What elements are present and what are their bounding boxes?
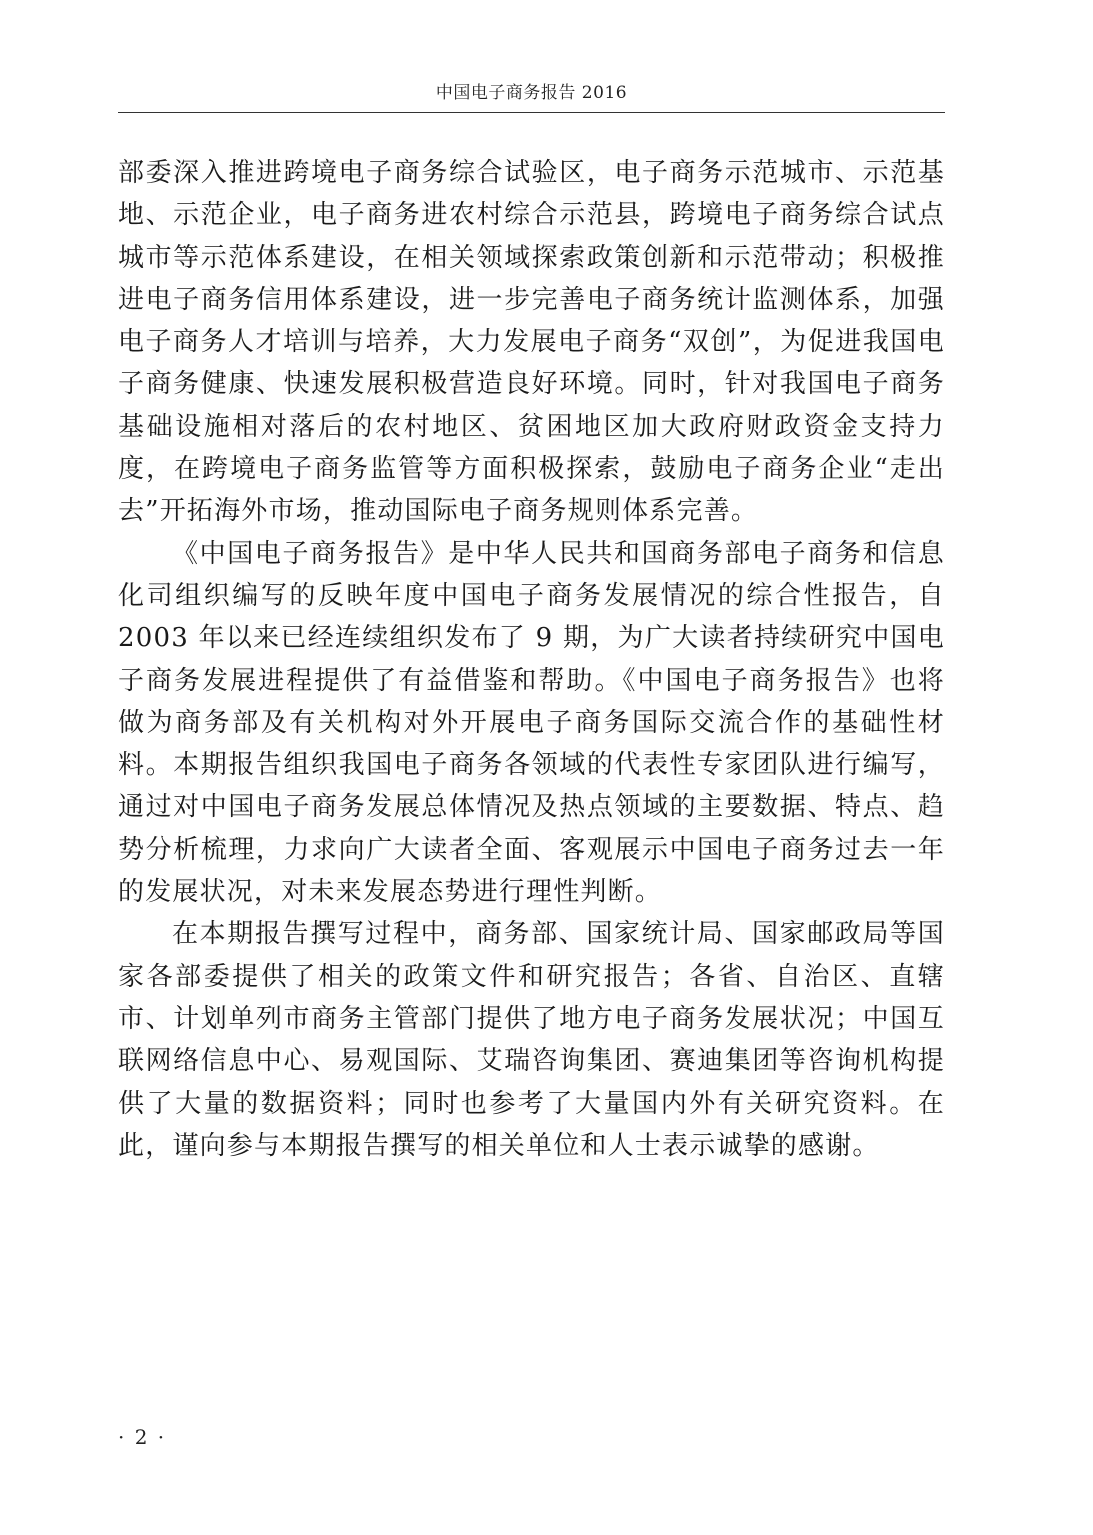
- header-title: 中国电子商务报告 2016: [435, 83, 628, 103]
- running-header: [118, 78, 945, 113]
- paragraph-report-introduction: 《中国电子商务报告》是中华人民共和国商务部电子商务和信息化司组织编写的反映年度中国电子商务发展情况的综合性报告，自 2003 年以来已经连续组织发布了 9 期，为广大读者持续研究中国电子商务发展进程提供了有益借鉴和帮助。《中国电子商务报告》也将做为商务部及有关机构对外开展电子商务国际交流合作的基础性材料。本期报告组织我国电子商务各领域的代表性专家团队进行编写，通过对中国电子商务发展总体情况及热点领域的主要数据、特点、趋势分析梳理，力求向广大读者全面、客观展示中国电子商务过去一年的发展状况，对未来发展态势进行理性判断。: [118, 538, 945, 908]
- paragraph-continuation: 部委深入推进跨境电子商务综合试验区，电子商务示范城市、示范基地、示范企业，电子商务进农村综合示范县，跨境电子商务综合试点城市等示范体系建设，在相关领域探索政策创新和示范带动；积极推进电子商务信用体系建设，进一步完善电子商务统计监测体系，加强电子商务人才培训与培养，大力发展电子商务“双创”，为促进我国电子商务健康、快速发展积极营造良好环境。同时，针对我国电子商务基础设施相对落后的农村地区、贫困地区加大政府财政资金支持力度，在跨境电子商务监管等方面积极探索，鼓励电子商务企业“走出去”开拓海外市场，推动国际电子商务规则体系完善。: [118, 158, 945, 527]
- page-number: · 2 ·: [118, 1425, 167, 1449]
- body-text: [118, 152, 945, 1167]
- paragraph-acknowledgements: 在本期报告撰写过程中，商务部、国家统计局、国家邮政局等国家各部委提供了相关的政策文件和研究报告；各省、自治区、直辖市、计划单列市商务主管部门提供了地方电子商务发展状况；中国互联网络信息中心、易观国际、艾瑞咨询集团、赛迪集团等咨询机构提供了大量的数据资料；同时也参考了大量国内外有关研究资料。在此，谨向参与本期报告撰写的相关单位和人士表示诚挚的感谢。: [118, 919, 945, 1161]
